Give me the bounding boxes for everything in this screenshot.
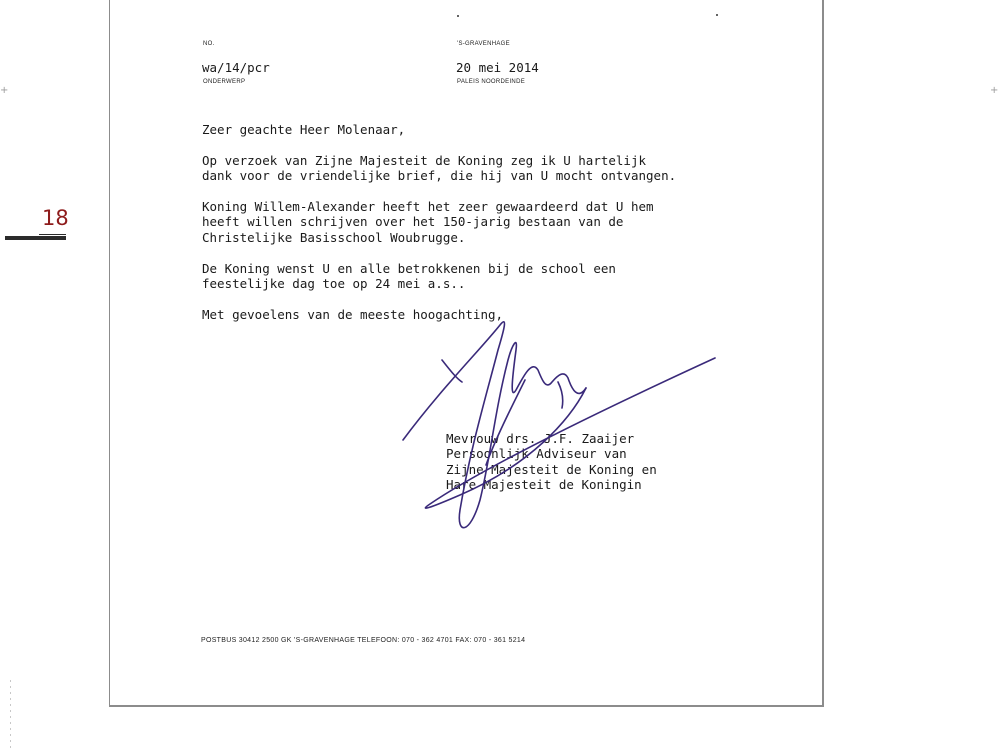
closing-line: Met gevoelens van de meeste hoogachting, [202, 307, 504, 322]
signature-stroke [558, 382, 563, 408]
paragraph-1-line-1: Op verzoek van Zijne Majesteit de Koning zeg ik U hartelijk [202, 153, 647, 168]
letter-sheet [109, 0, 824, 707]
paragraph-3-line-1: De Koning wenst U en alle betrokkenen bij de school een [202, 261, 616, 276]
page-number: 18 [42, 206, 69, 230]
reference-number-label: NO. [203, 41, 215, 47]
paragraph-1-line-2: dank voor de vriendelijke brief, die hij van U mocht ontvangen. [202, 168, 677, 183]
paragraph-2-line-1: Koning Willem-Alexander heeft het zeer gewaardeerd dat U hem [202, 199, 654, 214]
margin-dotted-line [10, 680, 11, 749]
letterhead-footer-address: POSTBUS 30412 2500 GK 'S-GRAVENHAGE TELEFOON: 070 - 362 4701 FAX: 070 - 361 5214 [201, 637, 526, 644]
paragraph-3-line-2: feestelijke dag toe op 24 mei a.s.. [202, 276, 466, 291]
scan-speck [457, 15, 459, 17]
signatory-title: Persoonlijk Adviseur van [446, 446, 627, 461]
salutation: Zeer geachte Heer Molenaar, [202, 122, 406, 137]
page-number-rule [5, 236, 66, 240]
reference-number: wa/14/pcr [202, 60, 270, 75]
letter-date: 20 mei 2014 [456, 60, 539, 75]
signature-stroke [403, 322, 586, 528]
crop-mark-left: + [0, 85, 9, 96]
crop-mark-right: + [990, 85, 999, 96]
handwritten-signature [400, 290, 720, 540]
signature-stroke [442, 360, 462, 382]
paragraph-2-line-3: Christelijke Basisschool Woubrugge. [202, 230, 466, 245]
paragraph-2-line-2: heeft willen schrijven over het 150-jarig bestaan van de [202, 214, 624, 229]
signatory-title-line-3: Hare Majesteit de Koningin [446, 477, 642, 492]
location-label: PALEIS NOORDEINDE [457, 79, 526, 85]
place-label: 'S-GRAVENHAGE [457, 41, 510, 47]
subject-label: ONDERWERP [203, 79, 246, 85]
signatory-title-line-2: Zijne Majesteit de Koning en [446, 462, 657, 477]
signatory-name: Mevrouw drs. J.F. Zaaijer [446, 431, 635, 446]
scan-speck [716, 14, 718, 16]
